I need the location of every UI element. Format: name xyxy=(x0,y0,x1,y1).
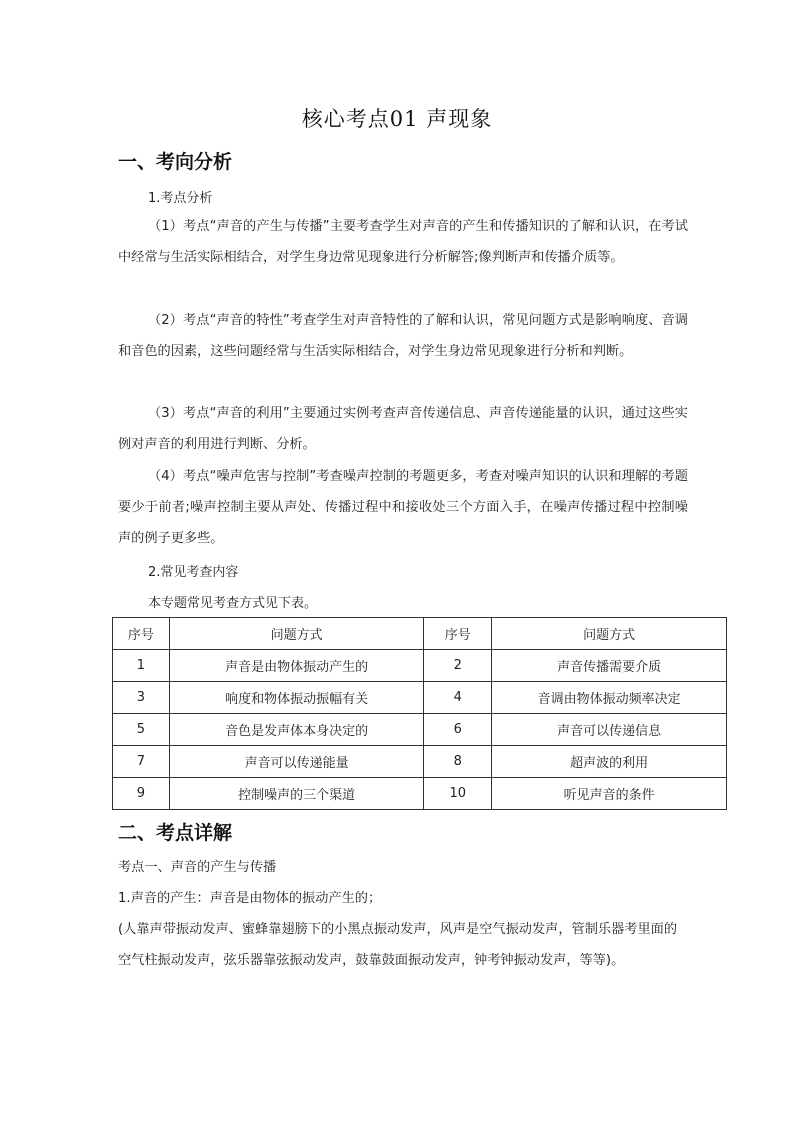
header-question-type-2: 问题方式 xyxy=(492,618,727,650)
table-cell: 音调由物体振动频率决定 xyxy=(492,682,727,714)
table-cell: 听见声音的条件 xyxy=(492,778,727,810)
table-cell: 声音传播需要介质 xyxy=(492,650,727,682)
table-row xyxy=(113,746,727,778)
table-row xyxy=(113,714,727,746)
table-cell: 响度和物体振动振幅有关 xyxy=(169,682,424,714)
table-row xyxy=(113,650,727,682)
table-cell: 1 xyxy=(113,650,170,682)
paragraph-1: （1）考点“声音的产生与传播”主要考查学生对声音的产生和传播知识的了解和认识，在考试中经常与生活实际相结合，对学生身边常见现象进行分析解答;像判断声和传播介质等。 xyxy=(118,219,688,265)
table-cell: 声音可以传递信息 xyxy=(492,714,727,746)
table-header-row xyxy=(113,618,727,650)
section-heading-analysis: 一、考向分析 xyxy=(118,151,233,173)
table-cell: 声音是由物体振动产生的 xyxy=(169,650,424,682)
paragraph-4: （4）考点“噪声危害与控制”考查噪声控制的考题更多，考查对噪声知识的认识和理解的考题要少于前者;噪声控制主要从声处、传播过程中和接收处三个方面入手，在噪声传播过程中控制噪声的例子更多些。 xyxy=(118,469,688,546)
subsection-point-analysis: 1.考点分析 xyxy=(148,191,213,206)
section-heading-details: 二、考点详解 xyxy=(118,822,233,844)
header-question-type-1: 问题方式 xyxy=(169,618,424,650)
table-cell: 2 xyxy=(424,650,492,682)
table-cell: 4 xyxy=(424,682,492,714)
table-row xyxy=(113,682,727,714)
sound-production-detail: (人靠声带振动发声、蜜蜂靠翅膀下的小黑点振动发声，风声是空气振动发声，管制乐器考里面的空气柱振动发声，弦乐器靠弦振动发声，鼓靠鼓面振动发声，钟考钟振动发声，等等)。 xyxy=(118,922,678,968)
table-intro: 本专题常见考查方式见下表。 xyxy=(148,596,318,611)
paragraph-2: （2）考点“声音的特性”考查学生对声音特性的了解和认识，常见问题方式是影响响度、音调和音色的因素，这些问题经常与生活实际相结合，对学生身边常见现象进行分析和判断。 xyxy=(118,313,688,359)
table-cell: 控制噪声的三个渠道 xyxy=(169,778,424,810)
subsection-common-content: 2.常见考查内容 xyxy=(148,565,239,580)
paragraph-3: （3）考点“声音的利用”主要通过实例考查声音传递信息、声音传递能量的认识，通过这些实例对声音的利用进行判断、分析。 xyxy=(118,406,688,452)
table-cell: 9 xyxy=(113,778,170,810)
point-one-title: 考点一、声音的产生与传播 xyxy=(118,860,277,875)
table-cell: 超声波的利用 xyxy=(492,746,727,778)
question-type-table xyxy=(112,617,727,810)
sound-production-item: 1.声音的产生：声音是由物体的振动产生的； xyxy=(118,891,382,906)
page-title: 核心考点01 声现象 xyxy=(301,107,493,131)
table-cell: 10 xyxy=(424,778,492,810)
table-cell: 声音可以传递能量 xyxy=(169,746,424,778)
table-cell: 8 xyxy=(424,746,492,778)
table-row xyxy=(113,778,727,810)
table-cell: 3 xyxy=(113,682,170,714)
header-index-1: 序号 xyxy=(113,618,170,650)
header-index-2: 序号 xyxy=(424,618,492,650)
table-cell: 6 xyxy=(424,714,492,746)
table-cell: 5 xyxy=(113,714,170,746)
table-cell: 音色是发声体本身决定的 xyxy=(169,714,424,746)
table-cell: 7 xyxy=(113,746,170,778)
